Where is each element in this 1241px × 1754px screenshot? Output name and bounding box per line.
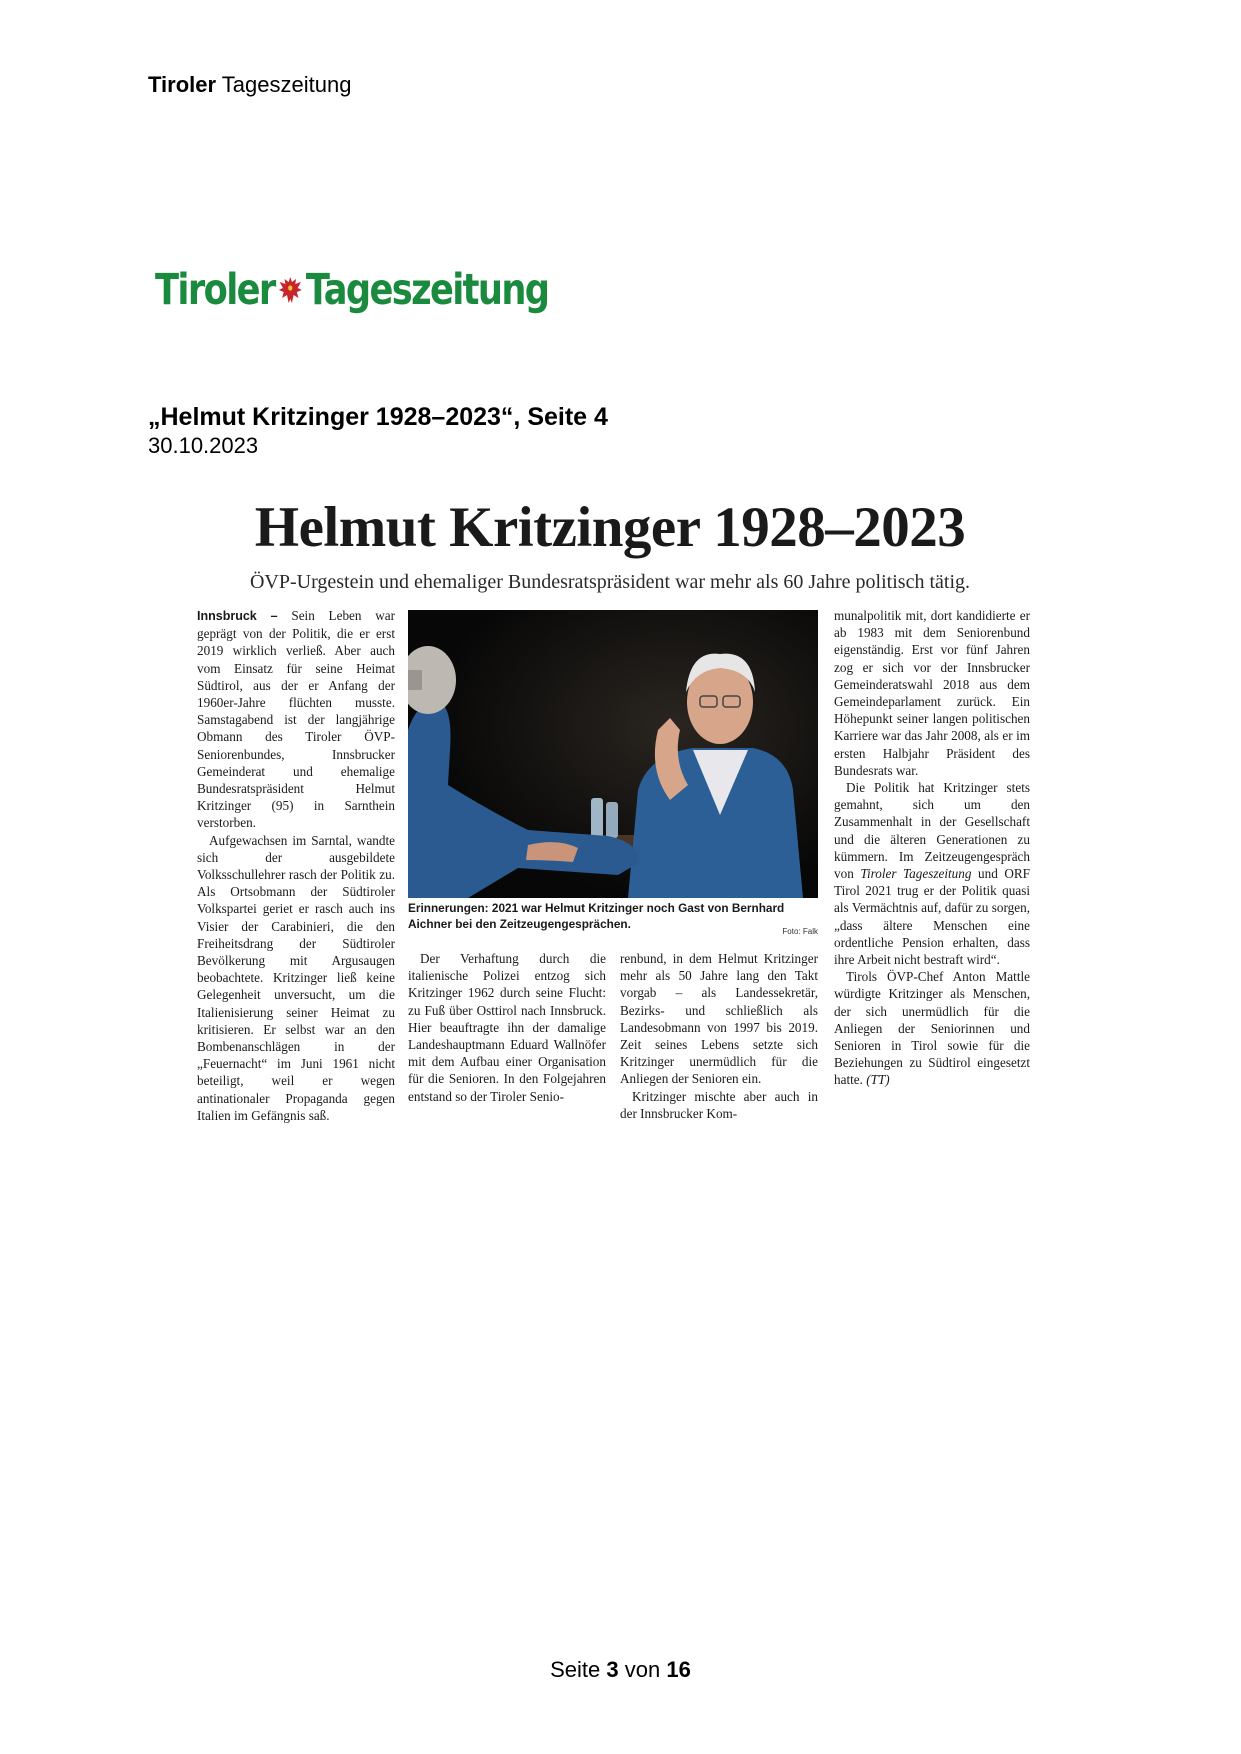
article-clipping [190, 495, 1030, 1145]
author-signature: (TT) [866, 1072, 890, 1088]
tyrolean-eagle-icon [278, 273, 303, 307]
header-brand-regular: Tageszeitung [221, 72, 352, 97]
article-column-4 [834, 607, 1030, 1089]
article-column-3 [620, 950, 818, 1122]
newspaper-logo [155, 262, 548, 318]
paragraph: Die Politik hat Kritzinger stets gemahnt, sich um den Zusammenhalt in der Gesellschaft und die älteren Generationen zu kümmern. Im Zeitzeugengespräch von Tiroler Tageszeitung und ORF Tirol 2021 trug er der Politik quasi als Vermächtnis auf, dafür zu sorgen, „dass ältere Menschen eine ordentliche Pension erhalten, dass ihre Arbeit nicht bestraft wird“. [834, 780, 1031, 968]
article-column-1 [197, 607, 395, 1124]
paragraph: munalpolitik mit, dort kandidierte er ab 1983 mit dem Seniorenbund eigenständig. Erst vor fünf Jahren zog er sich vor der Innsbrucker Gemeinderatswahl 2018 aus dem Gemeindeparlament zurück. Ein Höhepunkt seiner langen politischen Karriere war das Jahr 2008, als er im ersten Halbjahr Präsident des Bundesrats war. [834, 608, 1030, 778]
article-dateline: Innsbruck – [197, 609, 278, 623]
paragraph: Kritzinger mischte aber auch in der Innsbrucker Kom- [620, 1088, 818, 1121]
photo-credit: Foto: Falk [782, 927, 818, 936]
clip-title: „Helmut Kritzinger 1928–2023“, Seite 4 [148, 403, 608, 431]
article-subline: ÖVP-Urgestein und ehemaliger Bundesratspräsident war mehr als 60 Jahre politisch tätig. [249, 571, 970, 593]
paragraph: Der Verhaftung durch die italienische Polizei entzog sich Kritzinger 1962 durch seine Flucht: zu Fuß über Osttirol nach Innsbruck. Hier beauftragte ihn der damalige Landeshauptmann Eduard Wallnöfer mit dem Aufbau einer Organisation für die Senioren. In den Folgejahren entstand so der Tiroler Senio- [408, 951, 606, 1104]
logo-text-part2: Tageszeitung [305, 265, 549, 315]
total-pages: 16 [666, 1657, 691, 1682]
clip-date: 30.10.2023 [148, 433, 259, 458]
photo-caption: Erinnerungen: 2021 war Helmut Kritzinger noch Gast von Bernhard Aichner bei den Zeitzeugengesprächen. [408, 901, 785, 931]
header-brand-bold: Tiroler [148, 72, 217, 97]
article-photo [408, 610, 818, 898]
current-page: 3 [606, 1657, 619, 1682]
logo-text-part1: Tiroler [155, 265, 275, 315]
paragraph: Innsbruck – Sein Leben war geprägt von der Politik, die er erst 2019 wirklich verließ. Aber auch vom Einsatz für seine Heimat Südtirol, aus der er Anfang der 1960er-Jahre flüchten musste. Samstagabend ist der langjährige Obmann des Tiroler ÖVP-Seniorenbundes, Innsbrucker Gemeinderat und ehemalige Bundesratspräsident Helmut Kritzinger (95) in Sarnthein verstorben. [197, 608, 395, 831]
newspaper-name-italic: Tiroler Tageszeitung [860, 866, 972, 882]
page-number: Seite 3 von 16 [550, 1657, 691, 1682]
running-header [148, 72, 351, 98]
paragraph: Tirols ÖVP-Chef Anton Mattle würdigte Kritzinger als Menschen, der sich unermüdlich für die Anliegen der Seniorinnen und Senioren in Tirol sowie für die Beziehungen zu Südtirol eingesetzt hatte. (TT) [834, 969, 1030, 1088]
paragraph: renbund, in dem Helmut Kritzinger mehr als 50 Jahre lang den Takt vorgab – als Landessekretär, Bezirks- und schließlich als Landesobmann von 1997 bis 2019. Zeit seines Lebens setzte sich Kritzinger unermüdlich für die Anliegen der Senioren ein. [620, 951, 818, 1087]
article-column-2 [408, 950, 606, 1105]
interview-photo-illustration [408, 610, 818, 898]
paragraph: Aufgewachsen im Sarntal, wandte sich der ausgebildete Volksschullehrer rasch der Politik zu. Als Ortsobmann der Südtiroler Volkspartei geriet er rasch auch ins Visier der Carabinieri, die den Freiheitsdrang der Südtiroler Bevölkerung mit Argusaugen beobachtete. Kritzinger ließ keine Gelegenheit unversucht, um die Italienisierung seiner Heimat zu kritisieren. Er selbst war an den Bombenanschlägen in der „Feuernacht“ im Juni 1961 nicht beteiligt, weil er wegen antinationaler Propaganda gegen Italien im Gefängnis saß. [197, 832, 395, 1123]
article-headline: Helmut Kritzinger 1928–2023 [254, 496, 966, 559]
